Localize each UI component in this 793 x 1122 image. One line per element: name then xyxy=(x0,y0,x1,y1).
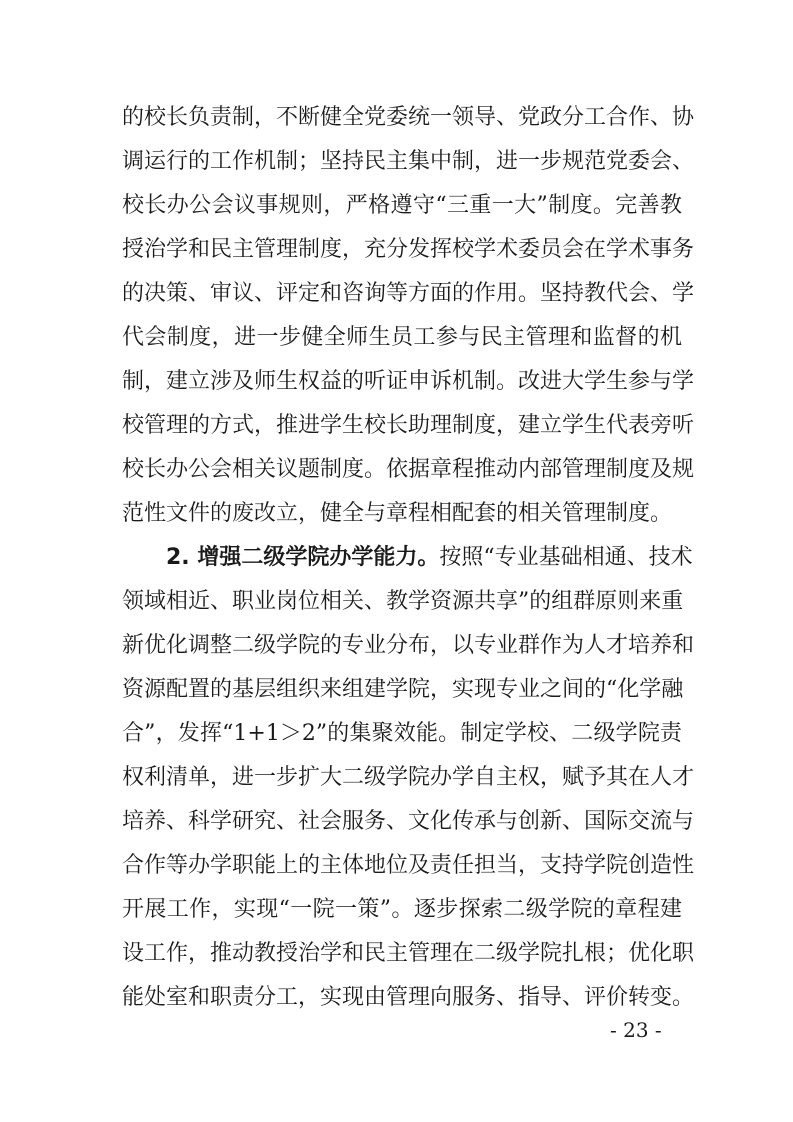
body-text-line: 培养、科学研究、社会服务、文化传承与创新、国际交流与 xyxy=(122,809,695,834)
body-text-line: 校长办公会相关议题制度。依据章程推动内部管理制度及规 xyxy=(122,457,695,482)
body-text-line: 合作等办学职能上的主体地位及责任担当，支持学院创造性 xyxy=(122,853,695,878)
body-text-line: 校长办公会议事规则，严格遵守“三重一大”制度。完善教 xyxy=(122,193,682,218)
body-text-line: 设工作，推动教授治学和民主管理在二级学院扎根；优化职 xyxy=(122,941,695,966)
subsection-heading: 2. 增强二级学院办学能力。 xyxy=(166,545,440,570)
body-text-line: 范性文件的废改立，健全与章程相配套的相关管理制度。 xyxy=(122,501,673,526)
body-text-span: 按照“专业基础相通、技术 xyxy=(439,545,693,570)
body-text-line: 代会制度，进一步健全师生员工参与民主管理和监督的机 xyxy=(122,325,682,350)
paragraph-first-line xyxy=(166,538,693,578)
body-text-line: 的决策、审议、评定和咨询等方面的作用。坚持教代会、学 xyxy=(122,281,695,306)
body-text-line: 的校长负责制，不断健全党委统一领导、党政分工合作、协 xyxy=(122,105,695,130)
body-text-line: 授治学和民主管理制度，充分发挥校学术委员会在学术事务 xyxy=(122,237,695,262)
body-text-line: 领域相近、职业岗位相关、教学资源共享”的组群原则来重 xyxy=(122,589,684,614)
body-text-line: 能处室和职责分工，实现由管理向服务、指导、评价转变。 xyxy=(122,985,695,1010)
body-text-line: 新优化调整二级学院的专业分布，以专业群作为人才培养和 xyxy=(122,633,695,658)
body-text-line: 调运行的工作机制；坚持民主集中制，进一步规范党委会、 xyxy=(122,149,695,174)
body-text-line: 校管理的方式，推进学生校长助理制度，建立学生代表旁听 xyxy=(122,413,695,438)
body-text-line: 合”，发挥“1+1＞2”的集聚效能。制定学校、二级学院责 xyxy=(122,721,682,746)
body-text-line: 开展工作，实现“一院一策”。逐步探索二级学院的章程建 xyxy=(122,897,682,922)
body-text-line: 制，建立涉及师生权益的听证申诉机制。改进大学生参与学 xyxy=(122,369,695,394)
body-text-line: 资源配置的基层组织来组建学院，实现专业之间的“化学融 xyxy=(122,677,684,702)
page-number: - 23 - xyxy=(610,1018,662,1042)
body-text-line: 权利清单，进一步扩大二级学院办学自主权，赋予其在人才 xyxy=(122,765,695,790)
